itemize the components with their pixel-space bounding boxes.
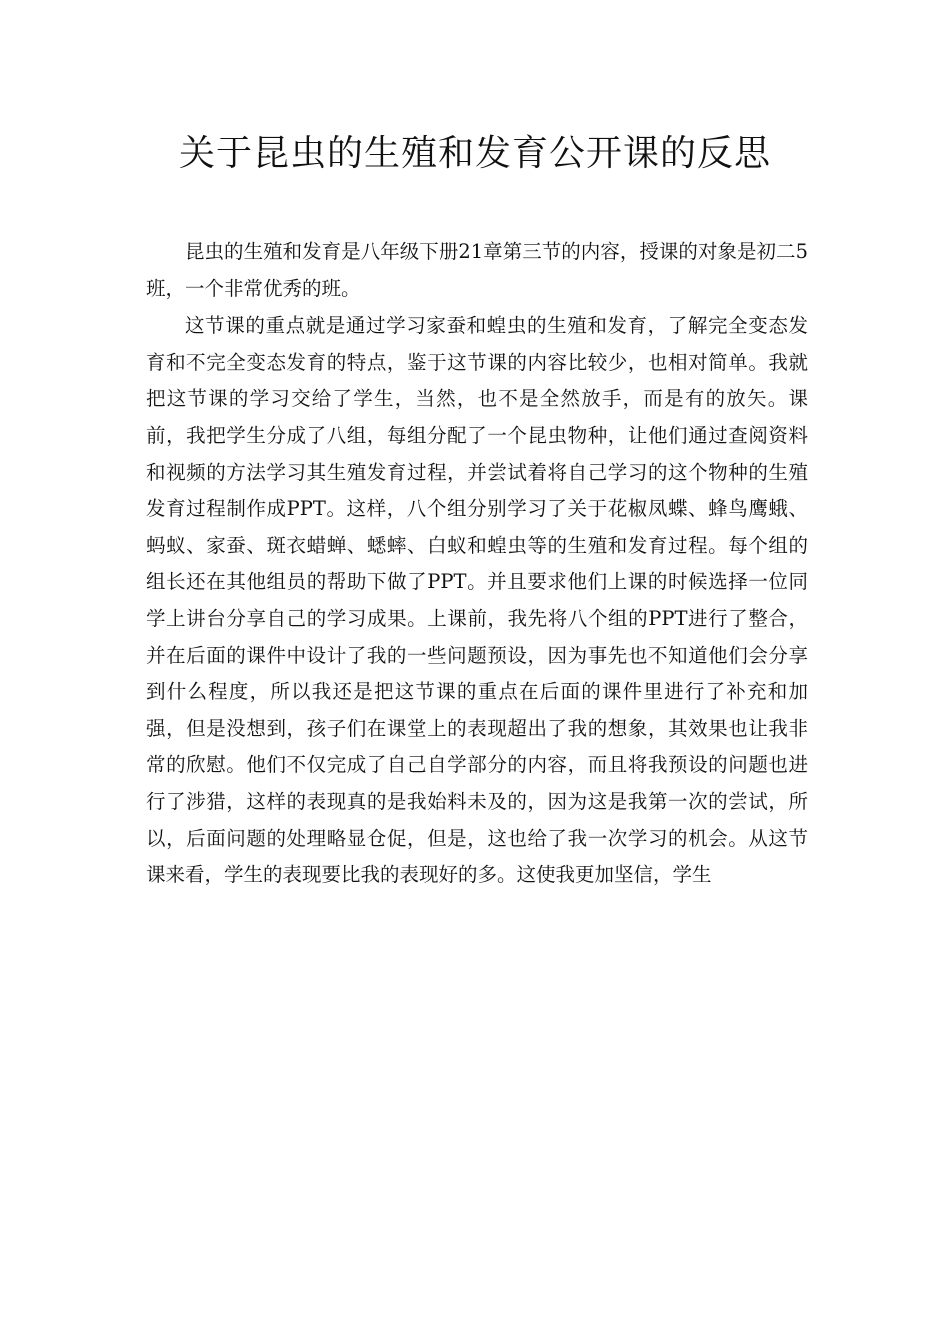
paragraph-2: 这节课的重点就是通过学习家蚕和蝗虫的生殖和发育，了解完全变态发育和不完全变态发育的特点，鉴于这节课的内容比较少，也相对简单。我就把这节课的学习交给了学生，当然，也不是全然放手，而是有的放矢。课前，我把学生分成了八组，每组分配了一个昆虫物种，让他们通过查阅资料和视频的方法学习其生殖发育过程，并尝试着将自己学习的这个物种的生殖发育过程制作成PPT。这样，八个组分别学习了关于花椒凤蝶、蜂鸟鹰蛾、蚂蚁、家蚕、斑衣蜡蝉、蟋蟀、白蚁和蝗虫等的生殖和发育过程。每个组的组长还在其他组员的帮助下做了PPT。并且要求他们上课的时候选择一位同学上讲台分享自己的学习成果。上课前，我先将八个组的PPT进行了整合，并在后面的课件中设计了我的一些问题预设，因为事先也不知道他们会分享到什么程度，所以我还是把这节课的重点在后面的课件里进行了补充和加强，但是没想到，孩子们在课堂上的表现超出了我的想象，其效果也让我非常的欣慰。他们不仅完成了自己自学部分的内容，而且将我预设的问题也进行了涉猎，这样的表现真的是我始料未及的，因为这是我第一次的尝试，所以，后面问题的处理略显仓促，但是，这也给了我一次学习的机会。从这节课来看，学生的表现要比我的表现好的多。这使我更加坚信，学生 [146, 314, 808, 887]
paragraph-1: 昆虫的生殖和发育是八年级下册21章第三节的内容，授课的对象是初二5班，一个非常优秀的班。 [146, 240, 808, 300]
document-body [146, 234, 808, 894]
document-title: 关于昆虫的生殖和发育公开课的反思 [178, 133, 771, 174]
